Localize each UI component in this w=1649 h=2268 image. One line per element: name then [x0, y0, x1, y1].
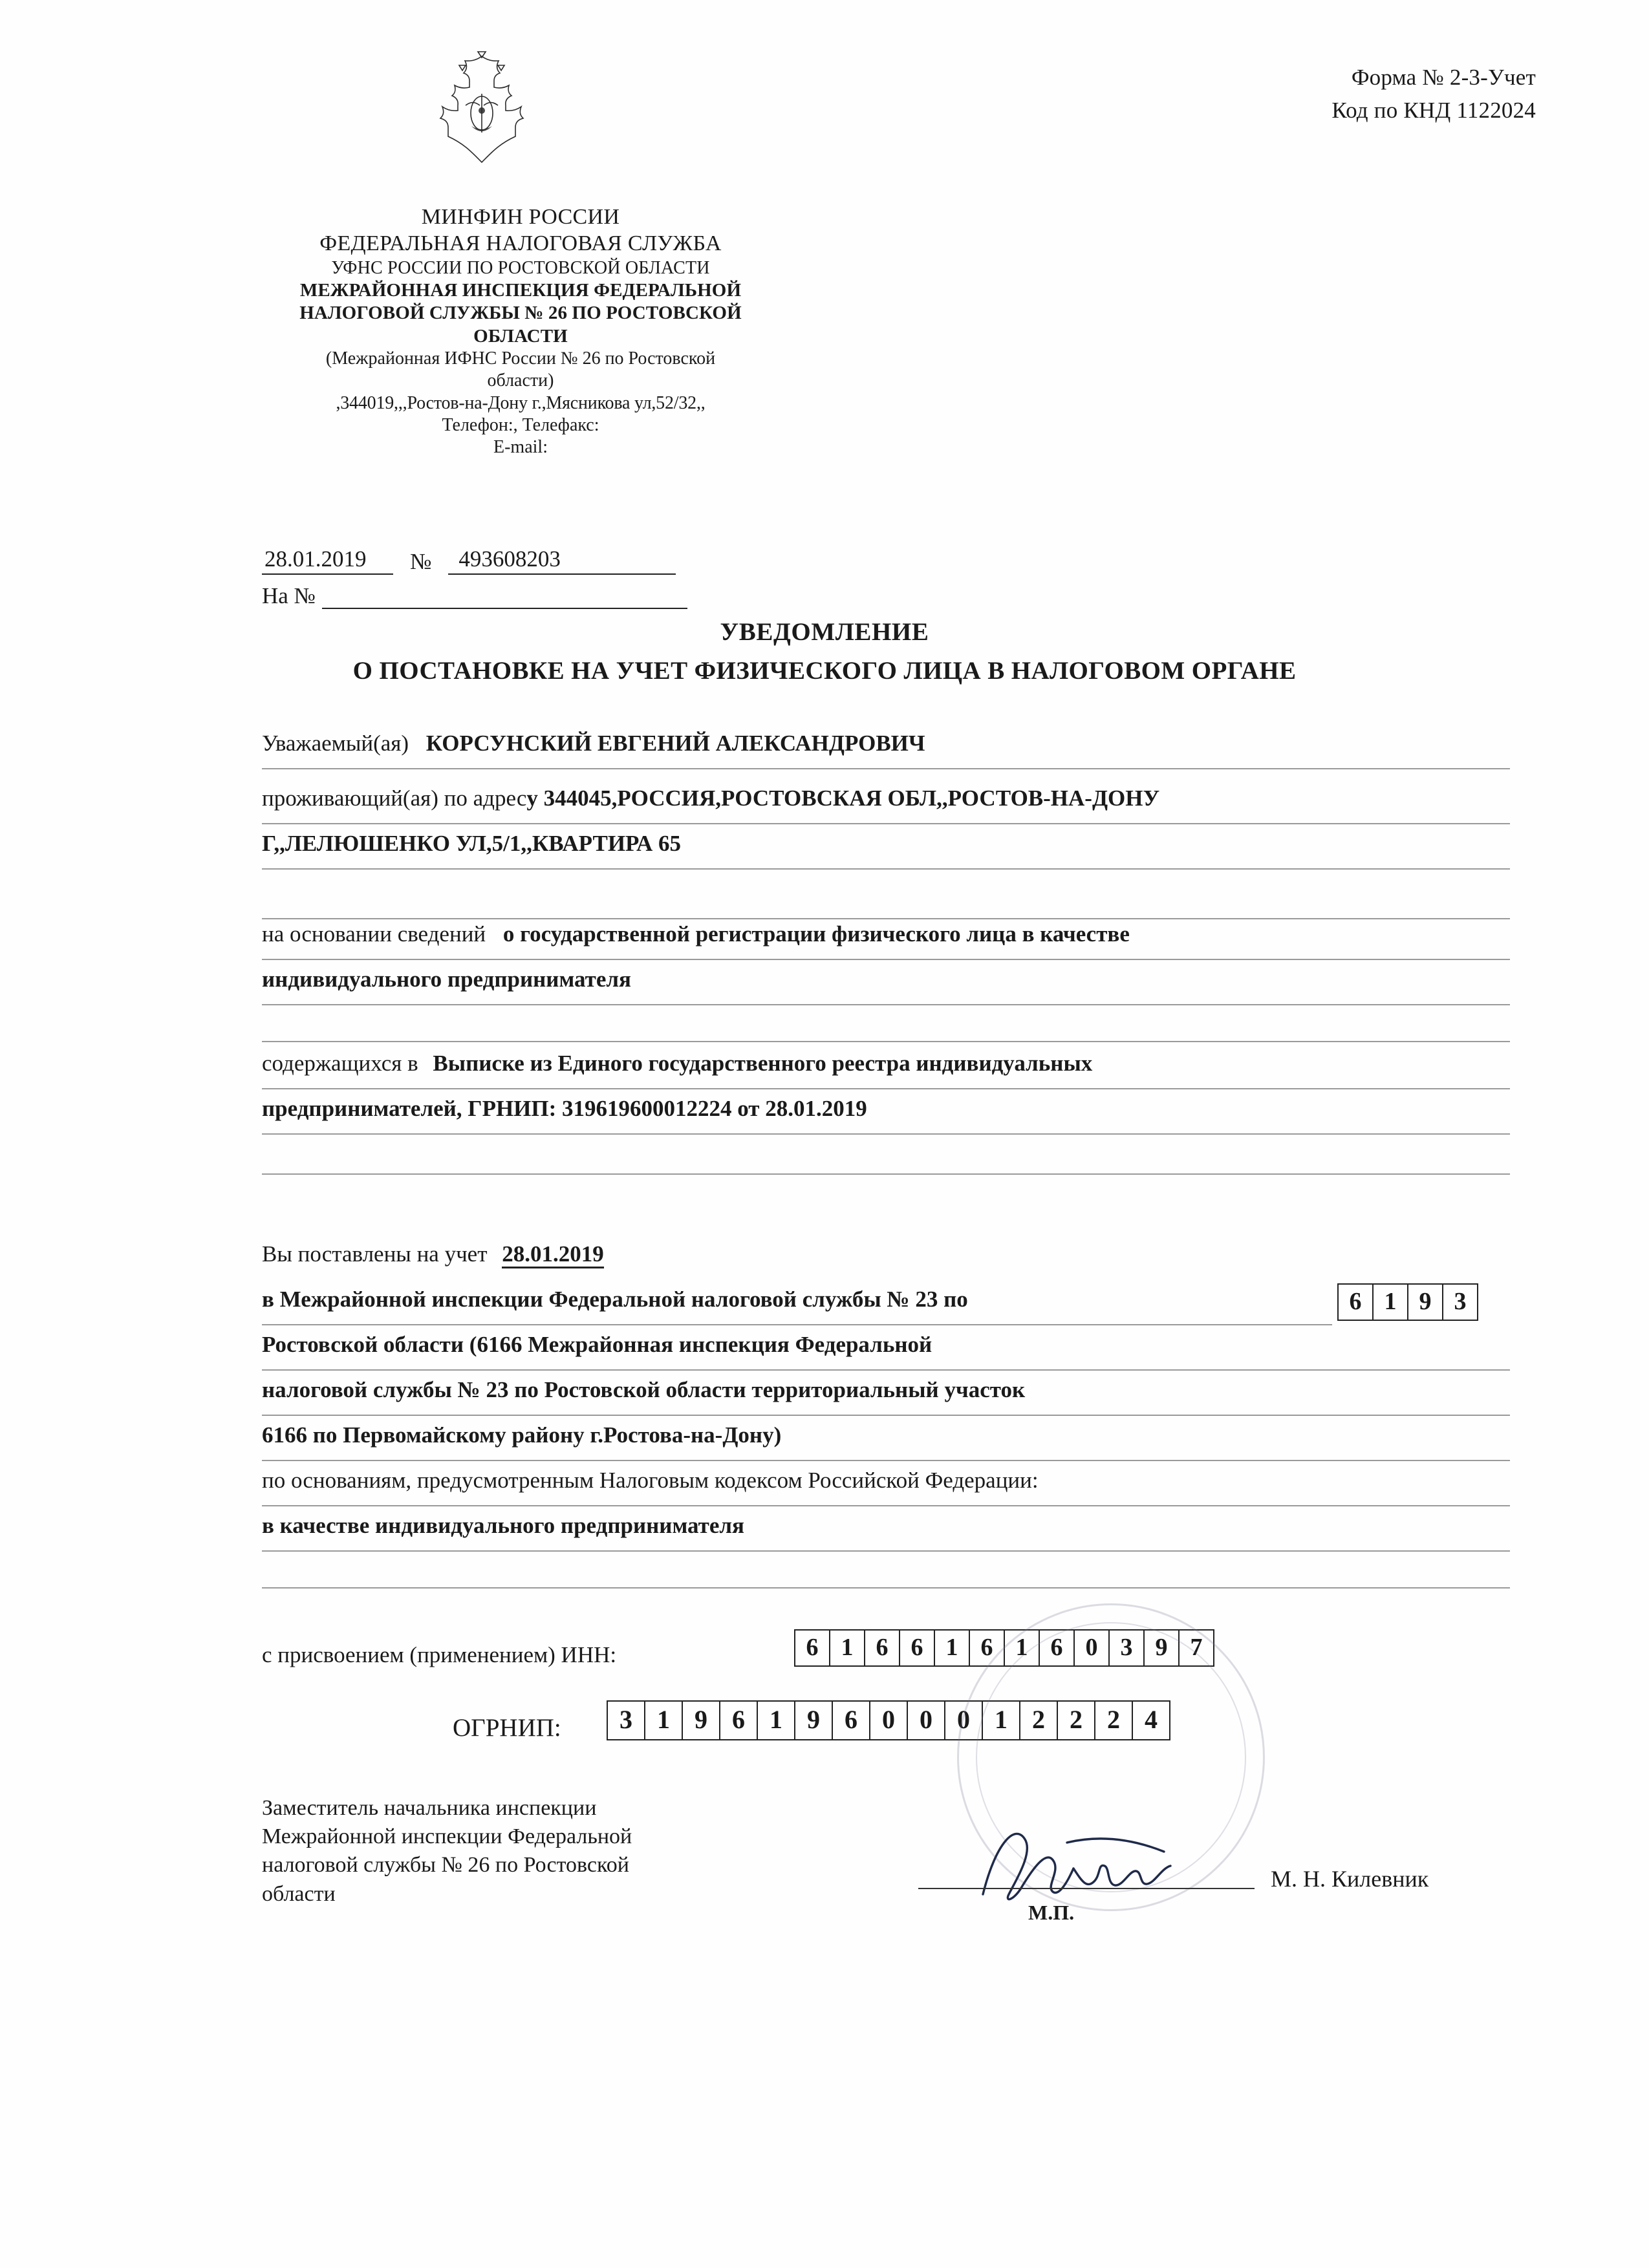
address-value-1: у 344045,РОССИЯ,РОСТОВСКАЯ ОБЛ,,РОСТОВ-НА-ДОНУ: [526, 786, 1160, 811]
form-number: Форма № 2-3-Учет: [1351, 65, 1536, 90]
agency-line-7: (Межрайонная ИФНС России № 26 по Ростовской: [325, 348, 716, 369]
registration-date: 28.01.2019: [502, 1241, 604, 1268]
authority-row-3: [262, 1377, 1510, 1416]
inn-digit: 6: [864, 1629, 900, 1667]
ogrnip-digit: 1: [982, 1700, 1020, 1740]
agency-line-2: ФЕДЕРАЛЬНАЯ НАЛОГОВАЯ СЛУЖБА: [319, 231, 722, 256]
address-row-1: [262, 786, 1510, 824]
inn-digit: 9: [1143, 1629, 1180, 1667]
grounds-row-blank: [262, 1587, 1510, 1589]
signatory-position: [262, 1794, 824, 1909]
authority-value-3: налоговой службы № 23 по Ростовской области территориальный участок: [262, 1377, 1026, 1402]
address-row-3-blank: [262, 918, 1510, 919]
inn-label: с присвоением (применением) ИНН:: [262, 1642, 617, 1667]
agency-line-3: УФНС РОССИИ ПО РОСТОВСКОЙ ОБЛАСТИ: [331, 257, 710, 278]
salutation-row: [262, 731, 1510, 769]
basis-row-1: [262, 921, 1510, 960]
authority-value-1: в Межрайонной инспекции Федеральной налоговой службы № 23 по: [262, 1287, 968, 1312]
address-label: проживающий(ая) по адрес: [262, 786, 527, 811]
ogrnip-digit: 0: [869, 1700, 908, 1740]
person-name: КОРСУНСКИЙ ЕВГЕНИЙ АЛЕКСАНДРОВИЧ: [426, 731, 925, 756]
ogrnip-digit: 6: [719, 1700, 758, 1740]
salutation-label: Уважаемый(ая): [262, 731, 409, 756]
contained-row-2: [262, 1096, 1510, 1135]
contained-row-3-blank: [262, 1173, 1510, 1175]
grounds-row-label: [262, 1468, 1510, 1506]
agency-line-8: области): [487, 370, 554, 391]
russian-coat-of-arms-icon: [427, 48, 537, 187]
inn-digit: 6: [1039, 1629, 1075, 1667]
contained-value-1: Выписке из Единого государственного реестра индивидуальных: [433, 1051, 1093, 1076]
authority-value-4: 6166 по Первомайскому району г.Ростова-на-Дону): [262, 1422, 782, 1448]
inn-digit: 6: [899, 1629, 935, 1667]
page-title: УВЕДОМЛЕНИЕ: [720, 618, 929, 646]
reply-label: На №: [262, 583, 316, 608]
authority-row-1: [262, 1287, 1332, 1325]
inn-boxes: [795, 1629, 1214, 1667]
number-label: №: [410, 549, 432, 574]
basis-row-2: [262, 967, 1510, 1005]
signatory-name: М. Н. Килевник: [1271, 1866, 1429, 1892]
basis-value-1: о государственной регистрации физического лица в качестве: [502, 921, 1130, 947]
signatory-position-line-4: области: [262, 1881, 336, 1906]
document-number: 493608203: [448, 546, 676, 575]
registration-row: [262, 1241, 1510, 1280]
agency-line-5: НАЛОГОВОЙ СЛУЖБЫ № 26 ПО РОСТОВСКОЙ: [299, 303, 742, 324]
agency-phone: Телефон:, Телефакс:: [442, 414, 599, 435]
agency-line-1: МИНФИН РОССИИ: [421, 205, 620, 229]
agency-line-6: ОБЛАСТИ: [473, 325, 568, 347]
basis-label: на основании сведений: [262, 921, 486, 947]
inn-digit: 0: [1073, 1629, 1110, 1667]
signatory-position-line-1: Заместитель начальника инспекции: [262, 1796, 597, 1820]
inn-digit: 6: [794, 1629, 830, 1667]
inn-digit: 3: [1108, 1629, 1145, 1667]
ogrnip-digit: 0: [907, 1700, 945, 1740]
registration-label: Вы поставлены на учет: [262, 1241, 488, 1267]
ogrnip-digit: 1: [757, 1700, 795, 1740]
authority-code-boxes: [1339, 1283, 1478, 1321]
knd-code: Код по КНД 1122024: [1331, 97, 1536, 123]
ogrnip-digit: 2: [1057, 1700, 1095, 1740]
ogrnip-digit: 6: [832, 1700, 870, 1740]
grounds-label: по основаниям, предусмотренным Налоговым кодексом Российской Федерации:: [262, 1468, 1039, 1493]
inn-digit: 6: [969, 1629, 1005, 1667]
authority-code-digit: 6: [1337, 1283, 1374, 1321]
ogrnip-digit: 4: [1132, 1700, 1170, 1740]
address-row-2: [262, 831, 1510, 870]
agency-block: [213, 204, 828, 458]
authority-value-2: Ростовской области (6166 Межрайонная инспекция Федеральной: [262, 1332, 932, 1357]
ogrnip-digit: 9: [794, 1700, 833, 1740]
document-date: 28.01.2019: [262, 546, 393, 575]
handwritten-signature: [970, 1804, 1203, 1920]
agency-line-4: МЕЖРАЙОННАЯ ИНСПЕКЦИЯ ФЕДЕРАЛЬНОЙ: [299, 280, 742, 301]
seal-label: М.П.: [1028, 1901, 1075, 1924]
grounds-value: в качестве индивидуального предпринимателя: [262, 1513, 744, 1538]
ogrnip-digit: 0: [944, 1700, 983, 1740]
inn-digit: 1: [1004, 1629, 1040, 1667]
signature-line: [918, 1888, 1255, 1889]
contained-row-1: [262, 1051, 1510, 1089]
ogrnip-label: ОГРНИП:: [453, 1714, 561, 1742]
agency-address: ,344019,,,Ростов-на-Дону г.,Мясникова ул,52/32,,: [336, 392, 706, 413]
grounds-row-value: [262, 1513, 1510, 1552]
authority-row-2: [262, 1332, 1510, 1371]
ogrnip-digit: 9: [682, 1700, 720, 1740]
basis-row-3-blank: [262, 1041, 1510, 1042]
contained-value-2: предпринимателей, ГРНИП: 319619600012224 от 28.01.2019: [262, 1096, 867, 1121]
authority-code-digit: 9: [1407, 1283, 1443, 1321]
authority-code-digit: 3: [1442, 1283, 1478, 1321]
signatory-position-line-2: Межрайонной инспекции Федеральной: [262, 1824, 632, 1849]
reply-value: [322, 584, 687, 609]
ogrnip-digit: 1: [644, 1700, 683, 1740]
inn-digit: 7: [1178, 1629, 1214, 1667]
ogrnip-digit: 3: [607, 1700, 645, 1740]
signatory-position-line-3: налоговой службы № 26 по Ростовской: [262, 1853, 629, 1878]
basis-value-2: индивидуального предпринимателя: [262, 967, 631, 992]
authority-row-4: [262, 1422, 1510, 1461]
reference-block: [262, 546, 773, 617]
ogrnip-digit: 2: [1019, 1700, 1058, 1740]
page-subtitle: О ПОСТАНОВКЕ НА УЧЕТ ФИЗИЧЕСКОГО ЛИЦА В НАЛОГОВОМ ОРГАНЕ: [352, 657, 1297, 685]
ogrnip-digit: 2: [1094, 1700, 1133, 1740]
agency-email: E-mail:: [493, 436, 548, 457]
authority-code-digit: 1: [1372, 1283, 1408, 1321]
inn-digit: 1: [934, 1629, 970, 1667]
inn-digit: 1: [829, 1629, 865, 1667]
ogrnip-boxes: [608, 1700, 1170, 1740]
address-value-2: Г,,ЛЕЛЮШЕНКО УЛ,5/1,,КВАРТИРА 65: [262, 831, 681, 856]
contained-label: содержащихся в: [262, 1051, 418, 1076]
form-code-block: [1331, 61, 1536, 127]
